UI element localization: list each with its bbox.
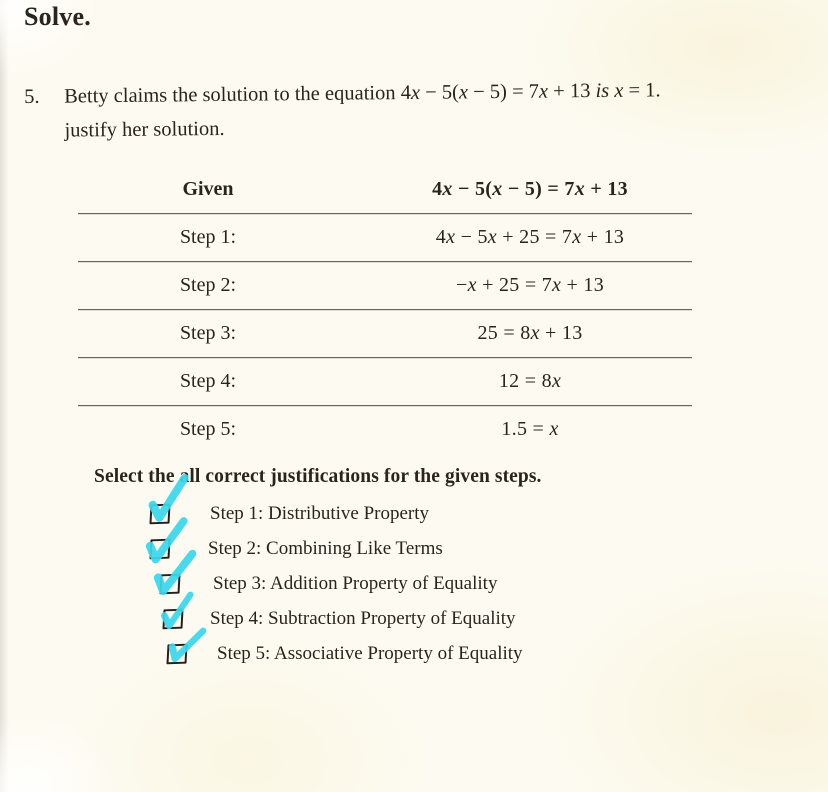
table-row-step-4 — [78, 358, 692, 406]
option-label: Step 4: Subtraction Property of Equality — [210, 608, 516, 629]
table-row-step-1 — [78, 214, 692, 262]
row-label: Given — [182, 178, 234, 200]
option-label: Step 2: Combining Like Terms — [208, 538, 443, 559]
page-title: Solve. — [24, 2, 91, 31]
row-equation: −x + 25 = 7x + 13 — [455, 274, 604, 296]
table-row-step-3 — [78, 310, 692, 358]
row-equation: 4x − 5x + 25 = 7x + 13 — [435, 226, 625, 248]
row-equation: 1.5 = x — [501, 418, 559, 440]
option-step-1 — [150, 503, 429, 525]
row-label: Step 1: — [179, 226, 237, 248]
option-step-3 — [160, 573, 497, 595]
option-step-5 — [167, 643, 523, 665]
problem-number: 5. — [24, 85, 40, 108]
problem-5 — [24, 70, 828, 148]
table-row-step-5 — [78, 406, 692, 453]
steps-table — [78, 166, 692, 453]
row-equation: 12 = 8x — [498, 370, 562, 392]
option-label: Step 5: Associative Property of Equality — [217, 643, 523, 664]
problem-line-1: Betty claims the solution to the equation 4x − 5(x − 5) = 7x + 13 is x = 1. — [64, 79, 661, 108]
table-row-step-2 — [78, 262, 692, 310]
row-label: Step 3: — [179, 322, 237, 344]
question-prompt: Select the all correct justifications for the given steps. — [94, 466, 542, 487]
option-label: Step 3: Addition Property of Equality — [213, 573, 498, 594]
problem-line-2: justify her solution. — [64, 117, 225, 142]
row-label: Step 2: — [179, 274, 237, 296]
problem-text — [64, 70, 828, 147]
row-equation: 4x − 5(x − 5) = 7x + 13 — [432, 178, 628, 200]
row-equation: 25 = 8x + 13 — [477, 322, 583, 344]
checkbox-step-5[interactable] — [166, 644, 187, 665]
option-step-4 — [163, 608, 516, 630]
option-label: Step 1: Distributive Property — [210, 503, 430, 524]
row-label: Step 4: — [179, 370, 237, 392]
row-label: Step 5: — [179, 418, 237, 440]
table-row-given — [78, 166, 692, 214]
